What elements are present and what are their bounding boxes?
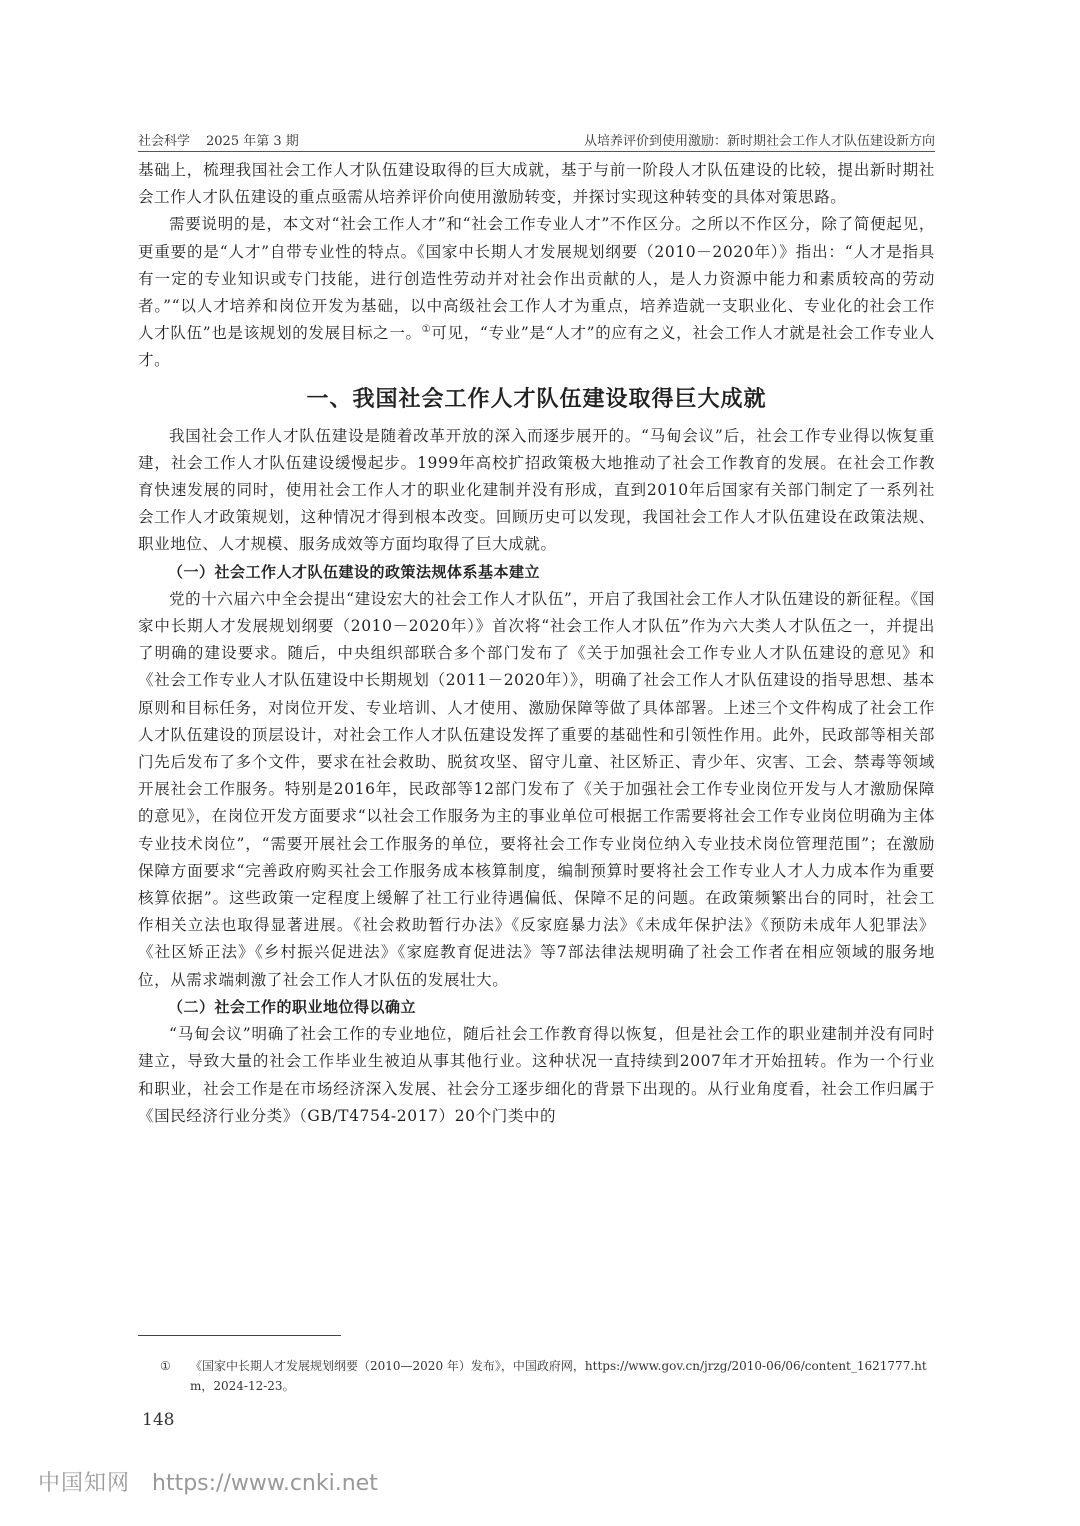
footnote-text: 《国家中长期人才发展规划纲要（2010—2020 年）发布》，中国政府网，https://www.gov.cn/jrzg/2010-06/06/content_1621777.htm，2024-12-23。 — [190, 1359, 927, 1393]
intro-paragraph-1: 基础上，梳理我国社会工作人才队伍建设取得的巨大成就，基于与前一阶段人才队伍建设的比较，提出新时期社会工作人才队伍建设的重点亟需从培养评价向使用激励转变，并探讨实现这种转变的具体对策思路。 — [138, 161, 935, 207]
intro-paragraph-2-part-a: 需要说明的是，本文对“社会工作人才”和“社会工作专业人才”不作区分。之所以不作区分，除了简便起见，更重要的是“人才”自带专业性的特点。《国家中长期人才发展规划纲要（2010－2020年）》指出：“人才是指具有一定的专业知识或专门技能，进行创造性劳动并对社会作出贡献的人，是人力资源中能力和素质较高的劳动者。”“以人才培养和岗位开发为基础，以中高级社会工作人才为重点，培养造就一支职业化、专业化的社会工作人才队伍”也是该规划的发展目标之一。 — [138, 215, 935, 343]
article-body — [138, 157, 935, 1130]
footnote-divider — [138, 1335, 341, 1336]
intro-paragraph-2-part-b: 可见，“专业”是“人才”的应有之义，社会工作人才就是社会工作专业人才。 — [138, 324, 935, 370]
journal-issue: 2025 年第 3 期 — [206, 134, 299, 149]
section-paragraph-1: 我国社会工作人才队伍建设是随着改革开放的深入而逐步展开的。“马甸会议”后，社会工作专业得以恢复重建，社会工作人才队伍建设缓慢起步。1999年高校扩招政策极大地推动了社会工作教育的发展。在社会工作教育快速发展的同时，使用社会工作人才的职业化建制并没有形成，直到2010年后国家有关部门制定了一系列社会工作人才政策规划，这种情况才得到根本改变。回顾历史可以发现，我国社会工作人才队伍建设在政策法规、职业地位、人才规模、服务成效等方面均取得了巨大成就。 — [138, 426, 935, 554]
footnote — [160, 1356, 938, 1396]
subsection-heading-1: （一）社会工作人才队伍建设的政策法规体系基本建立 — [168, 562, 541, 581]
journal-name: 社会科学 — [138, 134, 191, 149]
cnki-logo-text: 中国知网 — [38, 1471, 131, 1496]
subsection-2-paragraph: “马甸会议”明确了社会工作的专业地位，随后社会工作教育得以恢复，但是社会工作的职业建制并没有同时建立，导致大量的社会工作毕业生被迫从事其他行业。这种状况一直持续到2007年才开始扭转。作为一个行业和职业，社会工作是在市场经济深入发展、社会分工逐步细化的背景下出现的。从行业角度看，社会工作归属于《国民经济行业分类》（GB/T4754-2017）20个门类中的 — [138, 1025, 935, 1125]
footnote-mark: ① — [160, 1359, 171, 1373]
header-journal-info — [138, 130, 299, 149]
intro-paragraph-2 — [138, 211, 935, 374]
source-watermark — [38, 1466, 378, 1497]
header-divider — [138, 151, 935, 152]
subsection-1-paragraph: 党的十六届六中全会提出“建设宏大的社会工作人才队伍”，开启了我国社会工作人才队伍建设的新征程。《国家中长期人才发展规划纲要（2010－2020年）》首次将“社会工作人才队伍”作为六大类人才队伍之一，并提出了明确的建设要求。随后，中央组织部联合多个部门发布了《关于加强社会工作专业人才队伍建设的意见》和《社会工作专业人才队伍建设中长期规划（2011－2020年）》，明确了社会工作人才队伍建设的指导思想、基本原则和目标任务，对岗位开发、专业培训、人才使用、激励保障等做了具体部署。上述三个文件构成了社会工作人才队伍建设的顶层设计，对社会工作人才队伍建设发挥了重要的基础性和引领性作用。此外，民政部等相关部门先后发布了多个文件，要求在社会救助、脱贫攻坚、留守儿童、社区矫正、青少年、灾害、工会、禁毒等领域开展社会工作服务。特别是2016年，民政部等12部门发布了《关于加强社会工作专业岗位开发与人才激励保障的意见》，在岗位开发方面要求“以社会工作服务为主的事业单位可根据工作需要将社会工作专业岗位明确为主体专业技术岗位”，“需要开展社会工作服务的单位，要将社会工作专业岗位纳入专业技术岗位管理范围”；在激励保障方面要求“完善政府购买社会工作服务成本核算制度，编制预算时要将社会工作专业人才人力成本作为重要核算依据”。这些政策一定程度上缓解了社工行业待遇偏低、保障不足的问题。在政策频繁出台的同时，社会工作相关立法也取得显著进展。《社会救助暂行办法》《反家庭暴力法》《未成年保护法》《预防未成年人犯罪法》《社区矫正法》《乡村振兴促进法》《家庭教育促进法》等7部法律法规明确了社会工作者在相应领域的服务地位，从需求端刺激了社会工作人才队伍的发展壮大。 — [138, 589, 936, 989]
section-heading: 一、我国社会工作人才队伍建设取得巨大成就 — [306, 385, 767, 412]
running-header — [138, 127, 935, 149]
subsection-heading-2: （二）社会工作的职业地位得以确立 — [168, 997, 417, 1016]
footnote-reference[interactable]: ① — [421, 324, 432, 336]
page-number: 148 — [142, 1410, 175, 1430]
header-article-title: 从培养评价到使用激励：新时期社会工作人才队伍建设新方向 — [583, 134, 935, 149]
cnki-url[interactable]: https://www.cnki.net — [152, 1471, 378, 1496]
